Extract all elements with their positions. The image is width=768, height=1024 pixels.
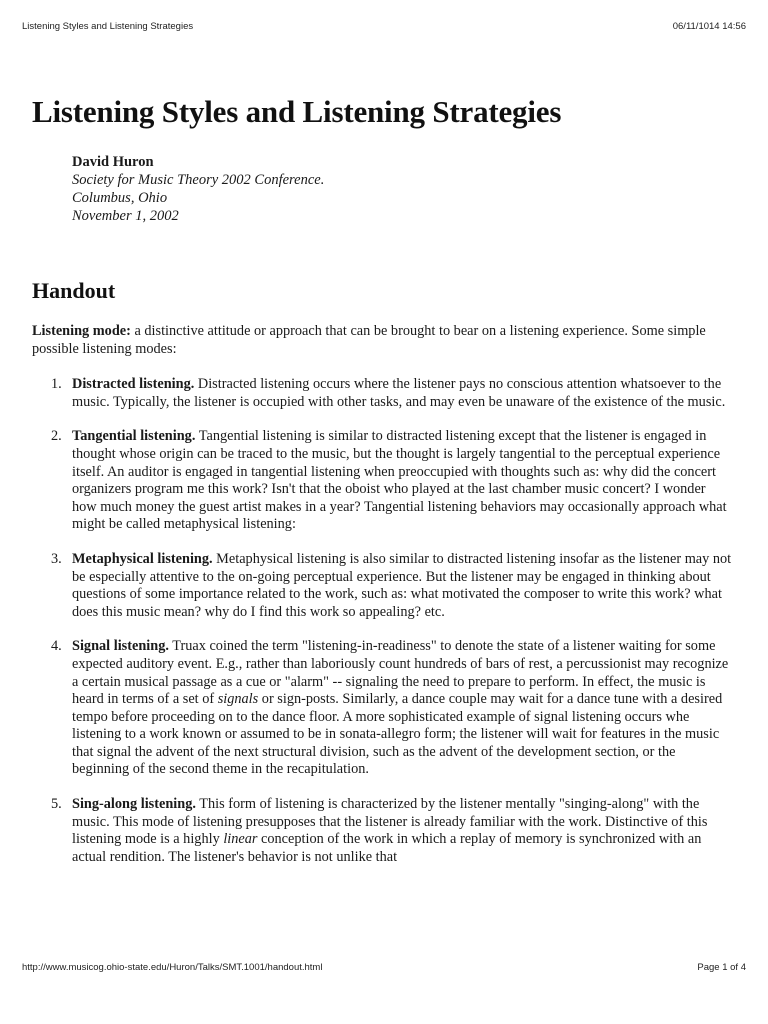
print-header-timestamp: 06/11/1014 14:56: [672, 21, 746, 32]
list-item-emphasis: signals: [217, 691, 259, 708]
author-name: David Huron: [72, 154, 154, 170]
list-item-text: Tangential listening is similar to distracted listening except that the listener is engaged in thought whose origin can be traced to the music, but the thought is largely tangential to the perceptual experience itself. An auditor is engaged in tangential listening when preoccupied with thoughts such as: why did the concert organizers program me this work? Isn't that the oboist who played at the last chamber music concert? I wonder how much money the guest artist makes in a year? Tangential listening behaviors may occasionally approach what might be called metaphysical listening:: [72, 428, 727, 533]
list-item-emphasis: linear: [223, 831, 258, 848]
list-item: [32, 428, 732, 534]
author-block: [72, 153, 324, 225]
list-item-number: 2.: [51, 428, 62, 445]
print-footer-page-number: Page 1 of 4: [697, 962, 746, 973]
intro-paragraph: [32, 323, 732, 358]
conference-location: Columbus, Ohio: [72, 190, 168, 206]
list-item-text: conception of the work in which a replay of memory is synchronized with an actual rendition. The listener's behavior is not unlike that: [72, 831, 702, 865]
handout-body: [32, 323, 732, 883]
list-item-term: Sing-along listening.: [72, 796, 196, 813]
list-item-number: 4.: [51, 638, 62, 655]
list-item-term: Signal listening.: [72, 638, 169, 655]
list-item-text: Truax coined the term "listening-in-readiness" to denote the state of a listener waiting for some expected auditory event. E.g., rather than laboriously count hundreds of bars of rest, a percussionist may recognize a certain musical passage as a cue or "alarm" -- signaling the need to prepare to perform. In effect, the music is heard in terms of a set of: [72, 638, 729, 708]
list-item-term: Tangential listening.: [72, 428, 196, 445]
listening-modes-list: [32, 376, 732, 866]
print-header-title: Listening Styles and Listening Strategies: [22, 21, 194, 32]
list-item-number: 1.: [51, 376, 62, 393]
list-item-number: 5.: [51, 796, 62, 813]
list-item: [32, 376, 732, 411]
page-title: Listening Styles and Listening Strategies: [32, 94, 562, 129]
conference-name: Society for Music Theory 2002 Conference.: [72, 172, 325, 188]
section-heading: Handout: [32, 278, 116, 303]
list-item-term: Metaphysical listening.: [72, 550, 213, 567]
intro-term: Listening mode:: [32, 323, 131, 339]
list-item: [32, 796, 732, 866]
list-item: [32, 551, 732, 621]
list-item-text: Distracted listening occurs where the listener pays no conscious attention whatsoever to the music. Typically, the listener is occupied with other tasks, and may even be unaware of the existence of the music.: [72, 376, 726, 410]
intro-text: a distinctive attitude or approach that can be brought to bear on a listening experience. Some simple possible listening modes:: [32, 323, 706, 357]
list-item: [32, 638, 732, 779]
list-item-text: This form of listening is characterized by the listener mentally "singing-along" with the music. This mode of listening presupposes that the listener is already familiar with the work. Distinctive of this listening mode is a highly: [72, 796, 708, 848]
conference-date: November 1, 2002: [72, 208, 179, 224]
list-item-text: or sign-posts. Similarly, a dance couple may wait for a dance tune with a desired tempo before proceeding on to the dance floor. A more sophisticated example of signal listening occurs whe listening to a work known or assumed to be in sonata-allegro form; the listener will wait for features in the music that signal the advent of the next structural division, such as the advent of the development section, or the beginning of the second theme in the recapitulation.: [72, 691, 723, 778]
print-footer-url: http://www.musicog.ohio-state.edu/Huron/Talks/SMT.1001/handout.html: [22, 962, 323, 973]
list-item-text: Metaphysical listening is also similar to distracted listening insofar as the listener may not be especially attentive to the on-going perceptual experience. But the listener may be engaged in thinking about questions of some importance related to the work, such as: what motivated the composer to write this work? what does this music mean? why do I find this work so appealing? etc.: [72, 550, 732, 620]
list-item-number: 3.: [51, 550, 62, 567]
list-item-term: Distracted listening.: [72, 376, 195, 393]
